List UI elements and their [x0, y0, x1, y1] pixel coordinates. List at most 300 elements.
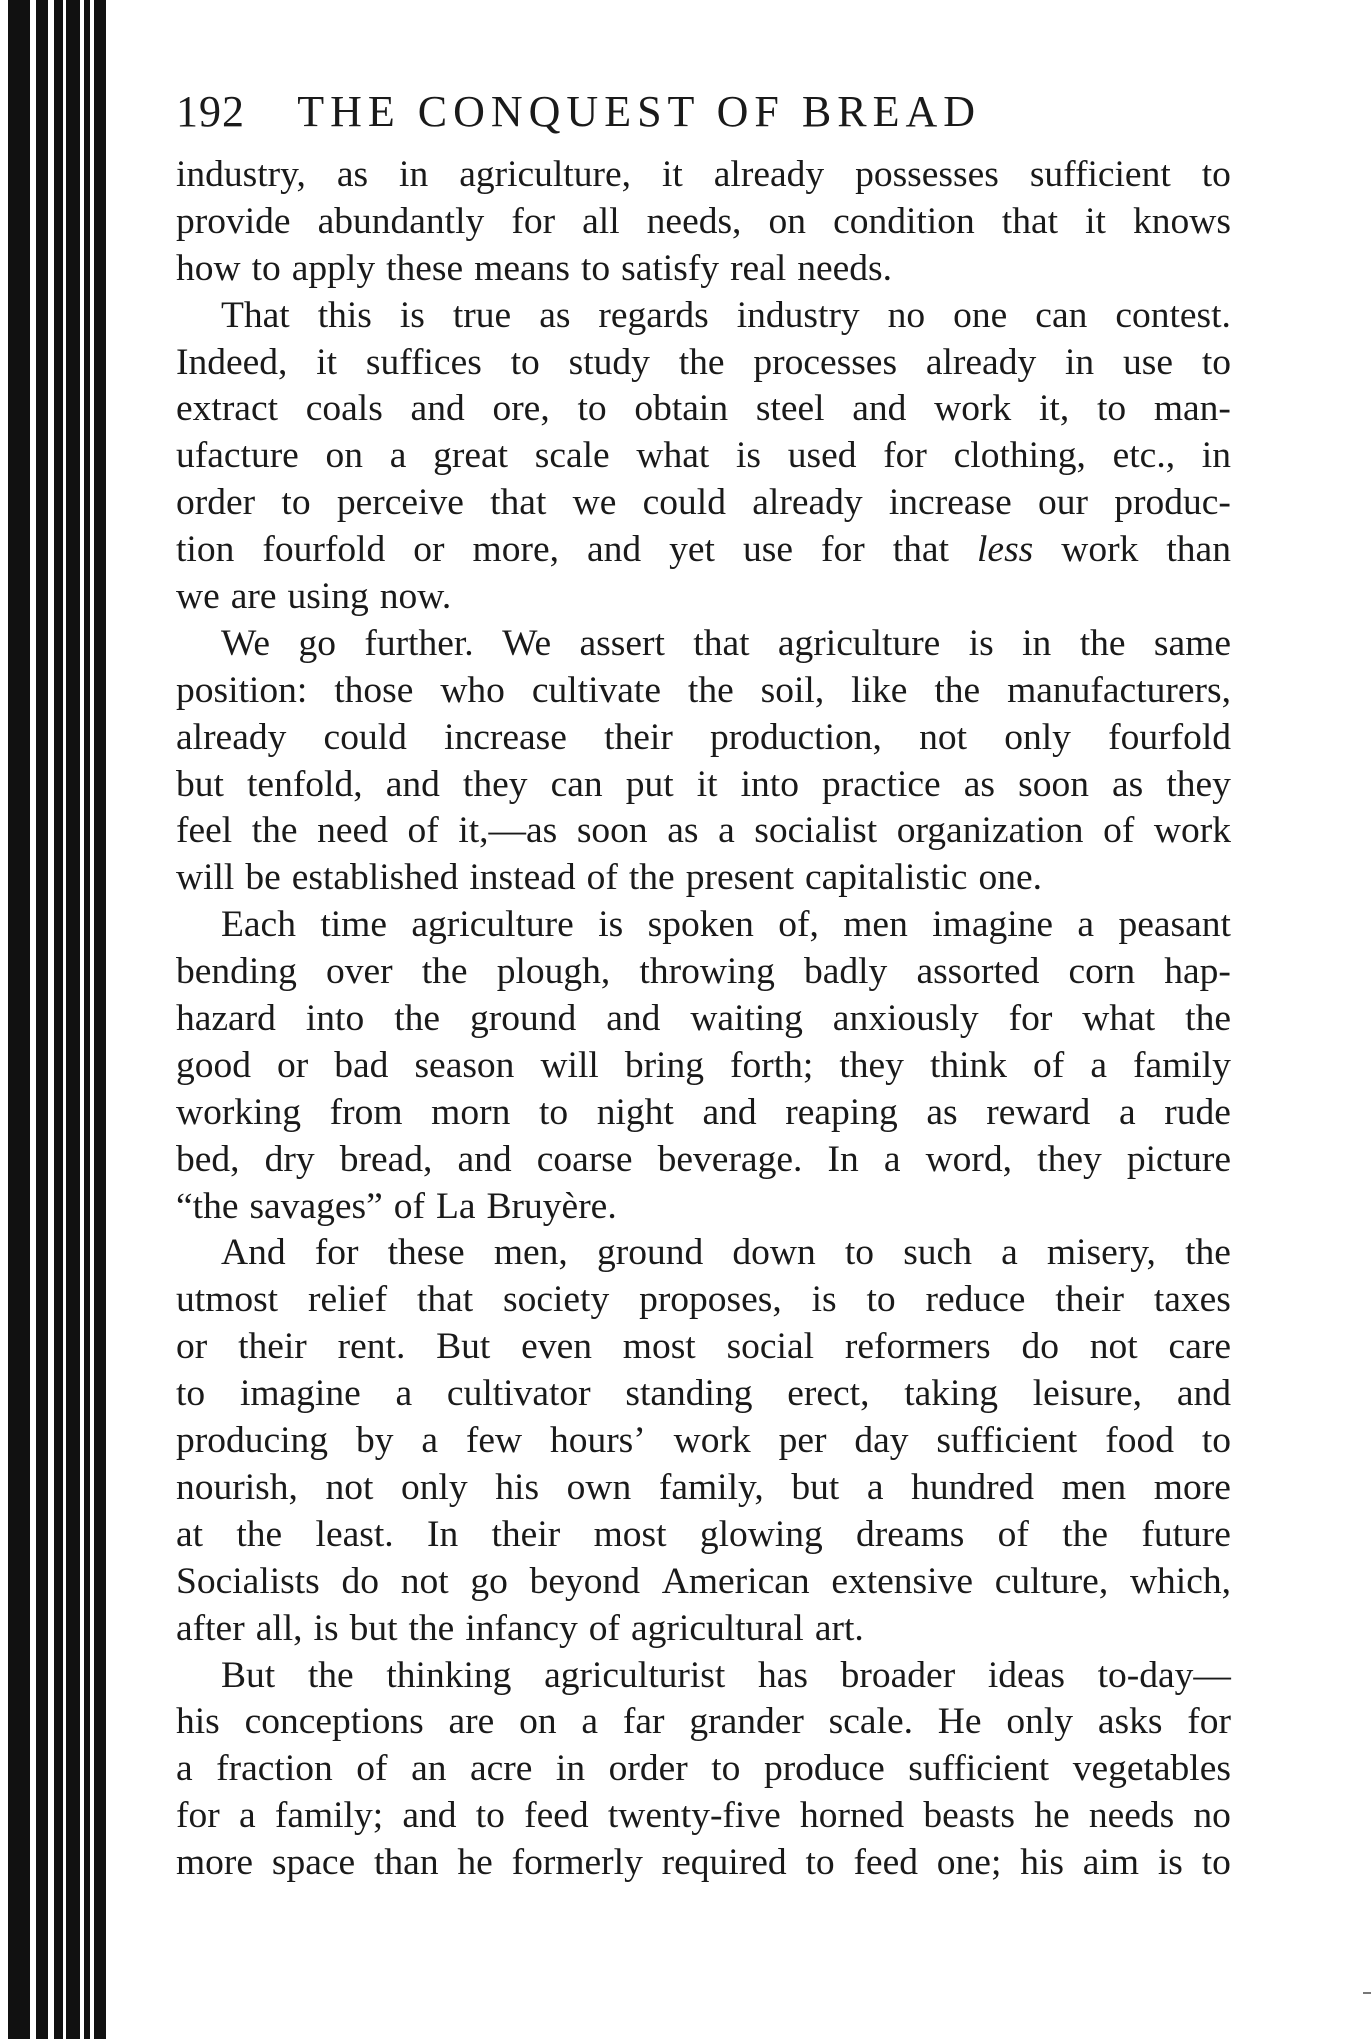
word: Bruyère.	[486, 1185, 617, 1227]
word: rent.	[337, 1326, 406, 1368]
word: apply	[291, 247, 376, 289]
word: these	[386, 247, 464, 289]
word: obtain	[634, 388, 729, 430]
word: as	[539, 294, 571, 336]
word: night	[596, 1091, 674, 1133]
word: real	[730, 247, 787, 289]
word: to	[1201, 1842, 1231, 1884]
running-title: THE CONQUEST OF BREAD	[297, 87, 981, 136]
word: ground	[470, 998, 577, 1040]
word: needs	[1088, 1795, 1175, 1837]
word: to	[176, 1373, 206, 1415]
word: by	[355, 1420, 394, 1462]
word: as	[667, 810, 699, 852]
word: they	[839, 1044, 904, 1086]
word: conceptions	[244, 1701, 424, 1743]
word: perceive	[336, 482, 464, 524]
word: great	[433, 435, 509, 477]
word: more,	[472, 529, 559, 571]
word: a	[421, 1420, 438, 1462]
word: a	[1001, 1232, 1018, 1274]
word: savages”	[249, 1185, 383, 1227]
word: manufacturers,	[1007, 669, 1231, 711]
word: all	[582, 200, 620, 242]
word: means	[474, 247, 570, 289]
word: study	[568, 341, 650, 383]
word: the	[394, 998, 441, 1040]
word: throwing	[639, 951, 775, 993]
word: work	[1153, 810, 1231, 852]
word: only	[1004, 716, 1071, 758]
word: into	[740, 763, 799, 805]
word: their	[491, 1513, 561, 1555]
word: the	[421, 951, 468, 993]
word: formerly	[511, 1842, 643, 1884]
word: satisfy	[621, 247, 720, 289]
text-line	[176, 1371, 1231, 1418]
word: instead	[469, 857, 576, 899]
paragraph	[176, 1230, 1231, 1652]
text-line	[176, 386, 1231, 433]
text-line	[176, 668, 1231, 715]
text-line	[176, 1840, 1231, 1887]
word: capitalistic	[805, 857, 968, 899]
word: In	[827, 1138, 859, 1180]
word: is	[598, 904, 624, 946]
word: feed	[524, 1795, 589, 1837]
word: need	[317, 810, 388, 852]
word: of	[586, 857, 618, 899]
word: and	[402, 1795, 457, 1837]
word: required	[661, 1842, 787, 1884]
word: will	[540, 1044, 599, 1086]
word: present	[685, 857, 794, 899]
word: reformers	[844, 1326, 991, 1368]
word: the	[687, 669, 734, 711]
word: industry,	[176, 154, 306, 195]
word: go	[470, 1560, 508, 1602]
word: hap-	[1164, 951, 1231, 993]
paragraph	[176, 1653, 1231, 1887]
word: care	[1168, 1326, 1231, 1368]
word: the	[307, 1654, 354, 1696]
word: for	[1008, 998, 1053, 1040]
word: producing	[176, 1420, 329, 1462]
text-line	[176, 340, 1231, 387]
word: of	[393, 1185, 425, 1227]
word: a	[1077, 904, 1095, 946]
word: on	[519, 1701, 557, 1743]
word: he	[457, 1842, 493, 1884]
word: can	[1035, 294, 1088, 336]
word: in	[399, 154, 429, 195]
word: less	[977, 529, 1034, 571]
word: tion	[176, 529, 235, 571]
word: men	[843, 904, 908, 946]
text-line	[176, 902, 1231, 949]
word: the	[1185, 998, 1231, 1040]
word: and	[410, 388, 465, 430]
word: reward	[986, 1091, 1091, 1133]
word: forth;	[730, 1044, 814, 1086]
word: of	[588, 1607, 621, 1649]
word: the	[628, 857, 675, 899]
word: no	[1193, 1795, 1231, 1837]
word: acre	[469, 1748, 533, 1790]
text-line	[176, 1559, 1231, 1606]
paragraph	[176, 621, 1231, 902]
word: it,—as	[458, 810, 558, 852]
word: fraction	[216, 1748, 333, 1790]
word: a	[866, 1466, 884, 1508]
word: sufficient	[908, 1748, 1050, 1790]
word: think	[929, 1044, 1008, 1086]
word: feel	[176, 810, 233, 852]
word: asks	[1097, 1701, 1163, 1743]
word: family;	[274, 1795, 384, 1837]
text-line	[176, 1793, 1231, 1840]
word: like	[851, 669, 908, 711]
word: least.	[315, 1513, 394, 1555]
word: will	[176, 857, 235, 899]
word: they	[462, 763, 528, 805]
word: to	[538, 1091, 569, 1133]
word: men,	[493, 1232, 568, 1274]
word: position:	[176, 669, 308, 711]
word: his	[495, 1466, 540, 1508]
word: anxiously	[832, 998, 979, 1040]
word: cultivator	[446, 1373, 591, 1415]
word: yet	[669, 529, 715, 571]
word: as	[336, 154, 369, 195]
word: a	[883, 1138, 901, 1180]
word: that	[1001, 200, 1059, 242]
word: those	[334, 669, 414, 711]
word: coarse	[536, 1138, 633, 1180]
word: is	[811, 1279, 837, 1321]
word: Each	[221, 904, 296, 946]
word: are	[230, 576, 277, 618]
word: in	[555, 1748, 586, 1790]
word: abundantly	[317, 200, 485, 242]
word: on	[768, 200, 806, 242]
text-line	[176, 715, 1231, 762]
word: one	[953, 294, 1008, 336]
word: who	[440, 669, 505, 711]
word: one.	[978, 857, 1042, 899]
word: to	[844, 1232, 875, 1274]
paragraph	[176, 152, 1231, 293]
word: coals	[305, 388, 383, 430]
text-line	[176, 1465, 1231, 1512]
word: agriculture	[777, 622, 941, 664]
word: such	[903, 1232, 972, 1274]
text-line	[176, 855, 1231, 902]
word: our	[1038, 482, 1088, 524]
word: good	[176, 1044, 251, 1086]
word: as	[963, 763, 996, 805]
word: already	[925, 341, 1037, 383]
word: society	[502, 1279, 610, 1321]
text-line	[176, 1418, 1231, 1465]
word: needs,	[646, 200, 742, 242]
word: is	[399, 294, 425, 336]
word: dreams	[856, 1513, 965, 1555]
text-line	[176, 1699, 1231, 1746]
word: a	[1090, 1044, 1107, 1086]
word: corn	[1068, 951, 1136, 993]
word: of	[997, 1513, 1029, 1555]
scan-speck	[1363, 1992, 1371, 1994]
text-line	[176, 480, 1231, 527]
word: ground	[596, 1232, 704, 1274]
word: used	[787, 435, 857, 477]
text-line	[176, 949, 1231, 996]
text-line	[176, 1230, 1231, 1277]
word: beasts	[923, 1795, 1015, 1837]
word: future	[1141, 1513, 1231, 1555]
word: more	[1153, 1466, 1231, 1508]
word: and	[586, 529, 642, 571]
word: that	[490, 482, 547, 524]
word: we	[176, 576, 220, 618]
word: or	[176, 1326, 208, 1368]
word: condition	[833, 200, 975, 242]
word: more	[176, 1842, 254, 1884]
word: We	[502, 622, 552, 664]
word: a	[1118, 1091, 1136, 1133]
word: knows	[1132, 200, 1231, 242]
word: grander	[689, 1701, 804, 1743]
word: all,	[255, 1607, 303, 1649]
word: to	[475, 1795, 505, 1837]
text-line	[176, 1653, 1231, 1700]
word: increase	[444, 716, 567, 758]
word: true	[452, 294, 512, 336]
word: waiting	[690, 998, 803, 1040]
word: a	[581, 1701, 599, 1743]
word: cultivate	[531, 669, 661, 711]
word: and	[852, 388, 907, 430]
text-line	[176, 1277, 1231, 1324]
word: what	[636, 435, 710, 477]
text-line	[176, 1137, 1231, 1184]
word: infancy	[465, 1607, 578, 1649]
word: their	[238, 1326, 307, 1368]
word: feed	[853, 1842, 918, 1884]
word: only	[1006, 1701, 1074, 1743]
word: it	[1085, 200, 1106, 242]
word: We	[221, 622, 271, 664]
word: to	[577, 388, 607, 430]
word: the	[678, 341, 725, 383]
paragraph	[176, 902, 1231, 1230]
word: his	[176, 1701, 220, 1743]
word: is	[313, 1607, 339, 1649]
word: for	[314, 1232, 359, 1274]
word: scale	[534, 435, 610, 477]
word: but	[349, 1607, 398, 1649]
word: of	[407, 810, 439, 852]
word: men	[1061, 1466, 1127, 1508]
word: time	[320, 904, 387, 946]
word: even	[521, 1326, 592, 1368]
text-line	[176, 1606, 1231, 1653]
paragraph	[176, 293, 1231, 621]
word: ore,	[492, 388, 550, 430]
word: bring	[624, 1044, 704, 1086]
word: has	[757, 1654, 808, 1696]
word: do	[1021, 1326, 1059, 1368]
word: assert	[579, 622, 665, 664]
word: their	[604, 716, 673, 758]
word: of	[1033, 1044, 1065, 1086]
word: not	[1089, 1326, 1138, 1368]
word: to	[281, 482, 311, 524]
word: what	[1082, 998, 1156, 1040]
word: is	[968, 622, 994, 664]
text-line	[176, 996, 1231, 1043]
word: can	[550, 763, 603, 805]
word: for	[821, 529, 865, 571]
word: to	[711, 1748, 741, 1790]
word: thinking	[386, 1654, 512, 1696]
word: possesses	[855, 154, 999, 195]
word: taking	[904, 1373, 998, 1415]
word: ideas	[987, 1654, 1065, 1696]
text-line	[176, 152, 1231, 199]
word: clothing,	[953, 435, 1086, 477]
word: to	[1201, 154, 1231, 195]
word: vegetables	[1072, 1748, 1231, 1790]
word: beverage.	[657, 1138, 803, 1180]
text-line	[176, 621, 1231, 668]
word: and	[385, 763, 440, 805]
word: art.	[814, 1607, 864, 1649]
word: peasant	[1118, 904, 1231, 946]
text-line	[176, 574, 1231, 621]
word: already	[176, 716, 287, 758]
word: horned	[799, 1795, 905, 1837]
word: In	[426, 1513, 459, 1555]
word: to	[580, 247, 611, 289]
word: extract	[176, 388, 279, 430]
word: work	[1061, 529, 1139, 571]
word: to	[1201, 1420, 1231, 1462]
text-line	[176, 246, 1231, 293]
word: could	[323, 716, 407, 758]
word: work	[934, 388, 1012, 430]
word: than	[374, 1842, 439, 1884]
text-line	[176, 1512, 1231, 1559]
text-line	[176, 1090, 1231, 1137]
word: badly	[803, 951, 888, 993]
word: agriculture	[411, 904, 574, 946]
word: these	[387, 1232, 465, 1274]
word: than	[1166, 529, 1231, 571]
word: agriculture,	[459, 154, 631, 195]
word: this	[317, 294, 372, 336]
word: standing	[625, 1373, 753, 1415]
word: his	[1020, 1842, 1064, 1884]
word: one;	[936, 1842, 1002, 1884]
word: is	[736, 435, 762, 477]
word: needs.	[797, 247, 893, 289]
word: a	[395, 1373, 413, 1415]
word: working	[176, 1091, 301, 1133]
word: from	[329, 1091, 403, 1133]
word: as	[926, 1091, 958, 1133]
word: space	[271, 1842, 356, 1884]
word: established	[291, 857, 459, 899]
word: put	[625, 763, 674, 805]
word: as	[1112, 763, 1144, 805]
word: erect,	[787, 1373, 870, 1415]
word: practice	[822, 763, 941, 805]
word: word,	[925, 1138, 1013, 1180]
word: utmost	[176, 1279, 279, 1321]
word: for	[511, 200, 556, 242]
word: soil,	[760, 669, 825, 711]
word: agricultural	[631, 1607, 804, 1649]
word: family,	[658, 1466, 764, 1508]
word: reaping	[785, 1091, 898, 1133]
word: that	[416, 1279, 474, 1321]
word: produc-	[1114, 482, 1231, 524]
word: sufficient	[1029, 154, 1171, 195]
text-line	[176, 293, 1231, 340]
word: the	[408, 1607, 455, 1649]
word: tenfold,	[247, 763, 363, 805]
word: a	[238, 1795, 256, 1837]
word: to	[1096, 388, 1127, 430]
word: and	[1176, 1373, 1231, 1415]
word: their	[1055, 1279, 1124, 1321]
word: that	[892, 529, 949, 571]
word: picture	[1126, 1138, 1231, 1180]
word: on	[325, 435, 364, 477]
word: assorted	[916, 951, 1040, 993]
word: fourfold	[262, 529, 386, 571]
word: same	[1153, 622, 1231, 664]
word: relief	[307, 1279, 388, 1321]
page-number: 192	[176, 87, 245, 136]
word: But	[436, 1326, 491, 1368]
word: soon	[1018, 763, 1089, 805]
word: He	[937, 1701, 982, 1743]
word: into	[305, 998, 365, 1040]
word: already	[752, 482, 863, 524]
word: it,	[1038, 388, 1070, 430]
word: That	[221, 294, 290, 336]
word: to-day—	[1097, 1654, 1231, 1696]
word: broader	[840, 1654, 956, 1696]
word: use	[1123, 341, 1173, 383]
word: industry	[736, 294, 860, 336]
word: bed,	[176, 1138, 240, 1180]
word: go	[298, 622, 336, 664]
word: be	[245, 857, 281, 899]
word: family	[1132, 1044, 1231, 1086]
word: American	[661, 1560, 810, 1602]
word: fourfold	[1108, 716, 1231, 758]
text-line	[176, 433, 1231, 480]
word: in	[1065, 341, 1095, 383]
scanned-binding-edge	[0, 0, 120, 2039]
word: La	[435, 1185, 476, 1227]
word: do	[341, 1560, 379, 1602]
word: extensive	[831, 1560, 973, 1602]
